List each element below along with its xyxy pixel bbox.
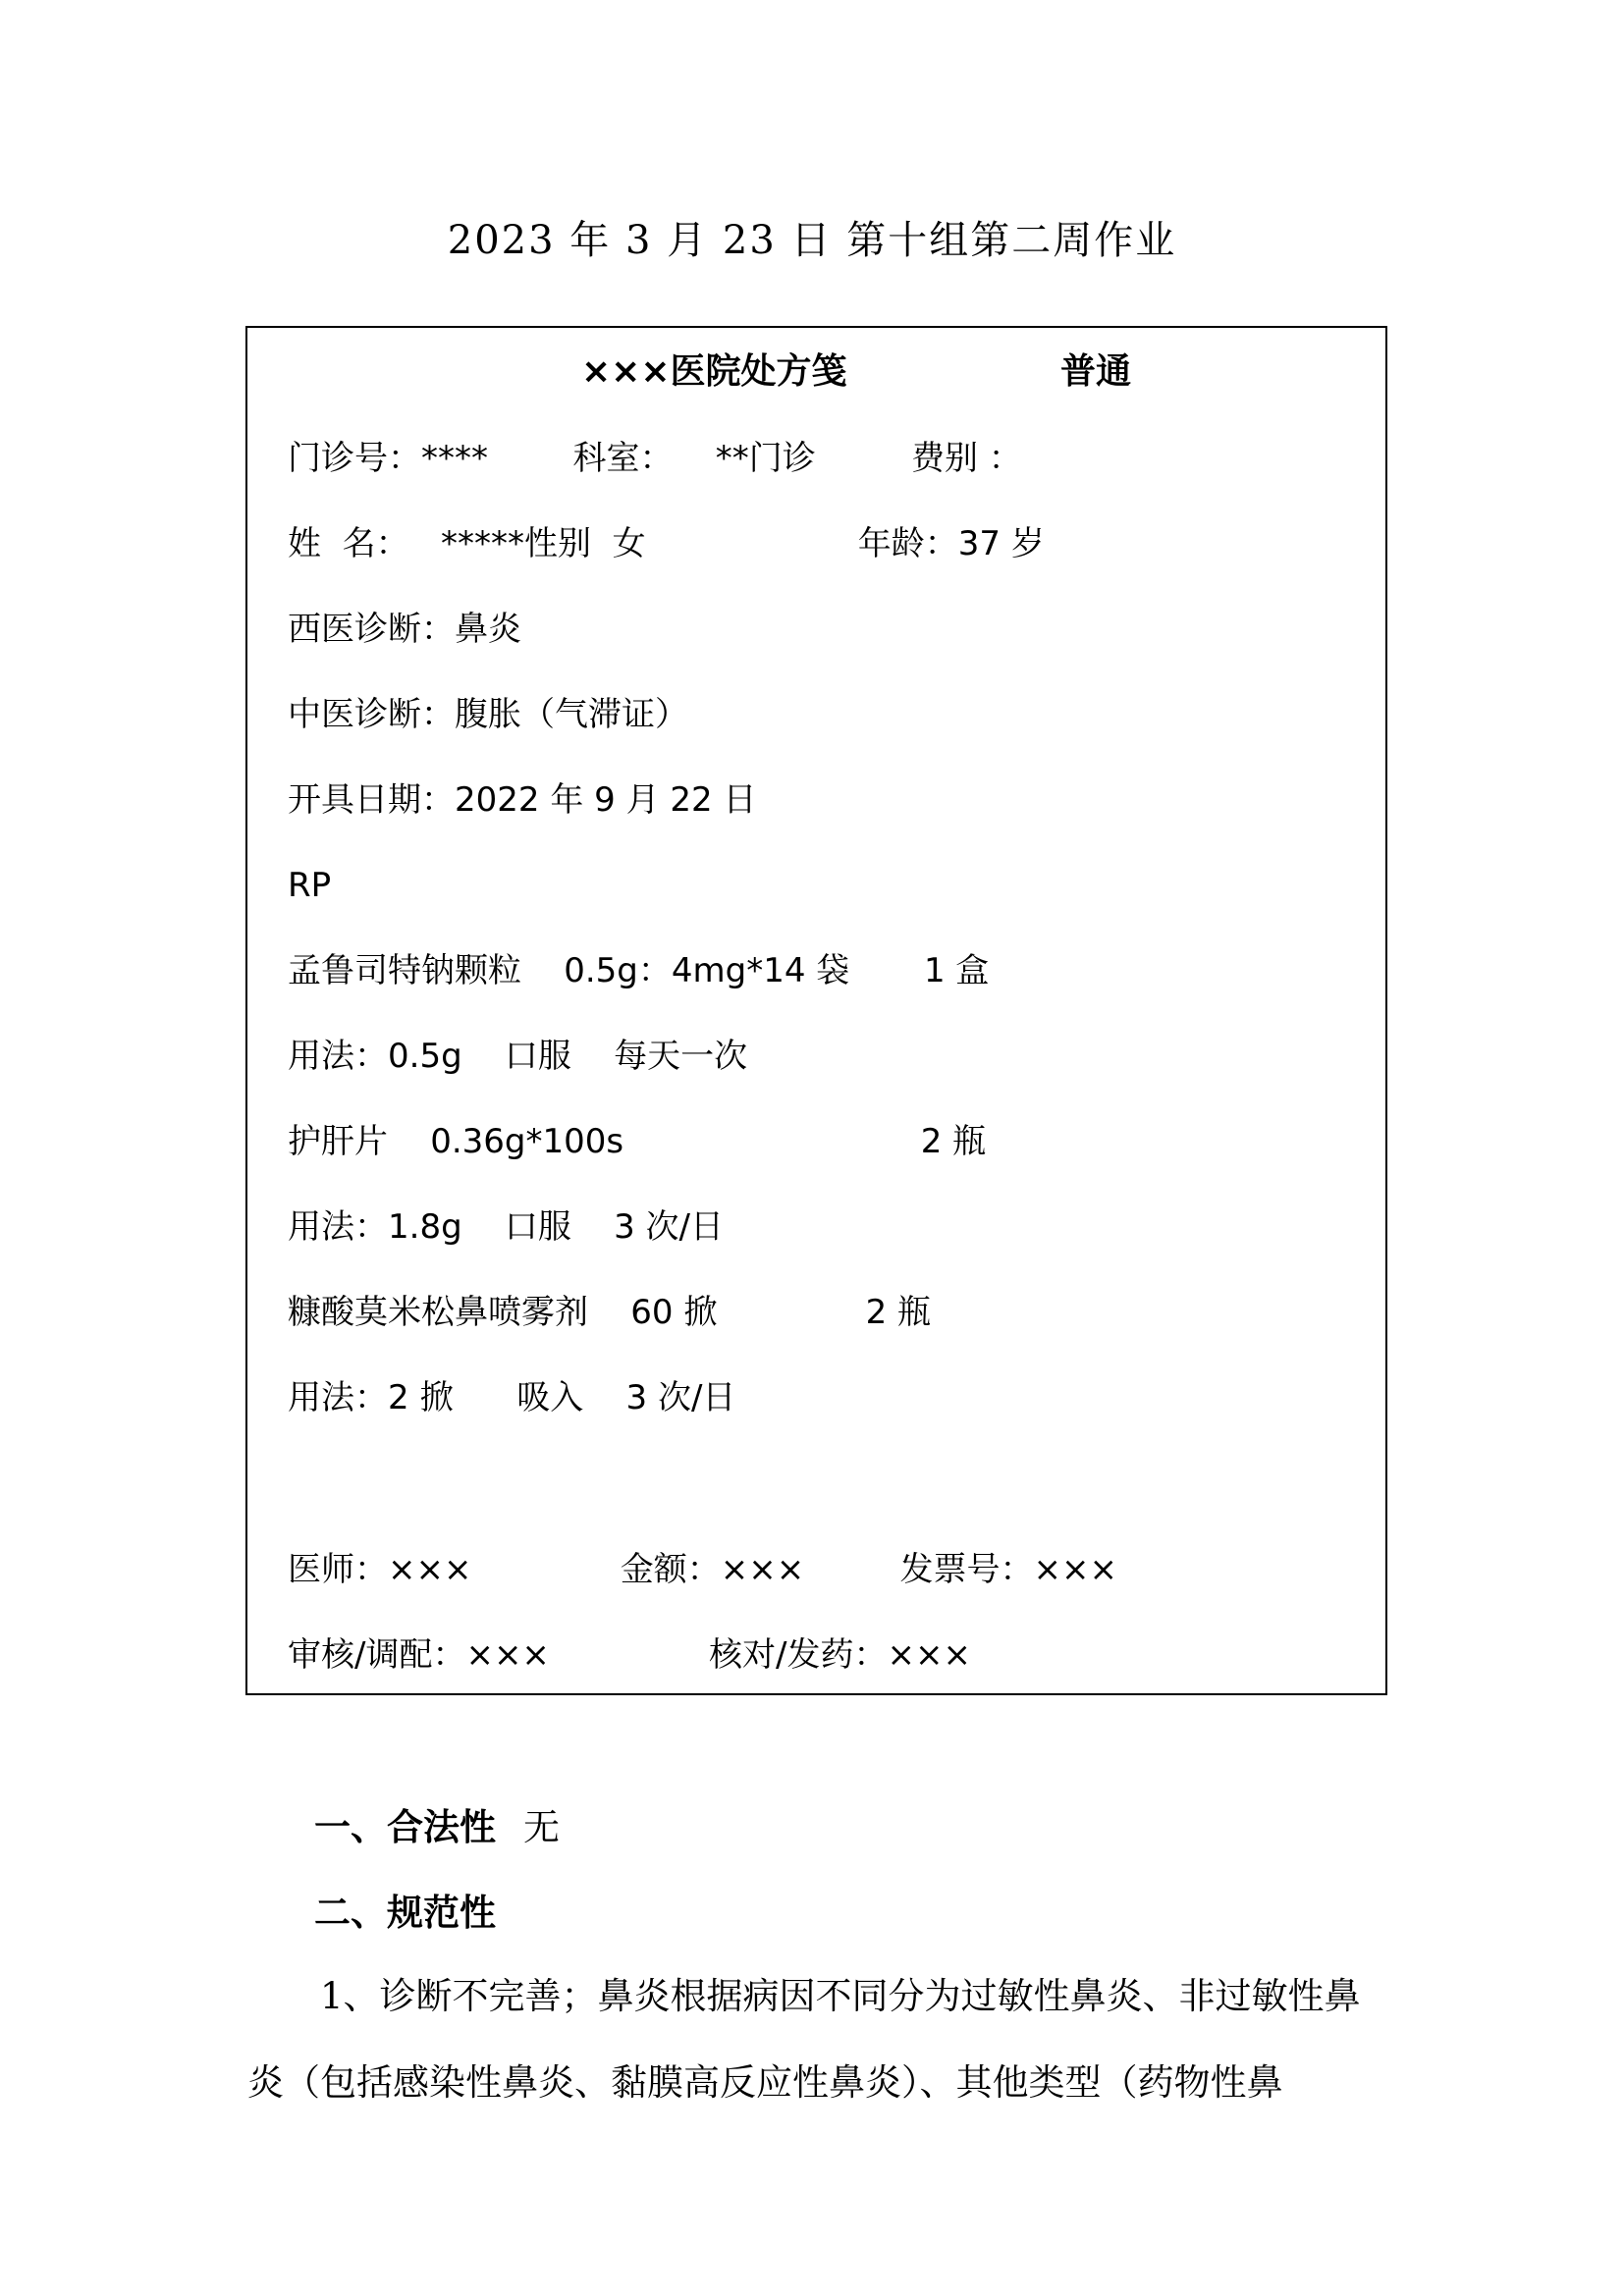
clinic-info-line: 门诊号：**** 科室： **门诊 费别 ： [288, 439, 1022, 478]
drug-line-1: 孟鲁司特钠颗粒 0.5g：4mg*14 袋 1 盒 [288, 951, 990, 990]
section-note: 无 [523, 1806, 560, 1848]
drug-line-2: 护肝片 0.36g*100s 2 瓶 [288, 1122, 987, 1161]
usage-line-1: 用法：0.5g 口服 每天一次 [288, 1037, 748, 1076]
drug-line-3: 糠酸莫米松鼻喷雾剂 60 掀 2 瓶 [288, 1293, 932, 1332]
patient-info-line: 姓 名： *****性别 女 年龄：37 岁 [288, 524, 1045, 563]
signature-line: 医师：××× 金额：××× 发票号：××× [288, 1550, 1117, 1589]
prescription-form [245, 326, 1387, 1695]
usage-line-3: 用法：2 掀 吸入 3 次/日 [288, 1378, 736, 1417]
body-paragraph: 1、诊断不完善；鼻炎根据病因不同分为过敏性鼻炎、非过敏性鼻炎（包括感染性鼻炎、黏膜高反应性鼻炎）、其他类型（药物性鼻 [247, 1975, 1361, 2104]
prescription-hospital-title: ×××医院处方笺 [581, 351, 847, 392]
tcm-diagnosis-line: 中医诊断：腹胀（气滞证） [288, 695, 688, 734]
prescription-type: 普通 [1060, 351, 1132, 392]
section-title: 二、规范性 [314, 1892, 496, 1934]
document-title: 2023 年 3 月 23 日 第十组第二周作业 [447, 218, 1177, 263]
issue-date-line: 开具日期：2022 年 9 月 22 日 [288, 780, 757, 820]
section-title: 一、合法性 [314, 1806, 496, 1848]
western-diagnosis-line: 西医诊断：鼻炎 [288, 610, 521, 649]
section-heading-standardization [314, 1886, 496, 1941]
usage-line-2: 用法：1.8g 口服 3 次/日 [288, 1207, 725, 1247]
review-line: 审核/调配：××× 核对/发药：××× [288, 1635, 971, 1675]
section-heading-legality [314, 1800, 560, 1855]
rp-label: RP [288, 866, 332, 905]
